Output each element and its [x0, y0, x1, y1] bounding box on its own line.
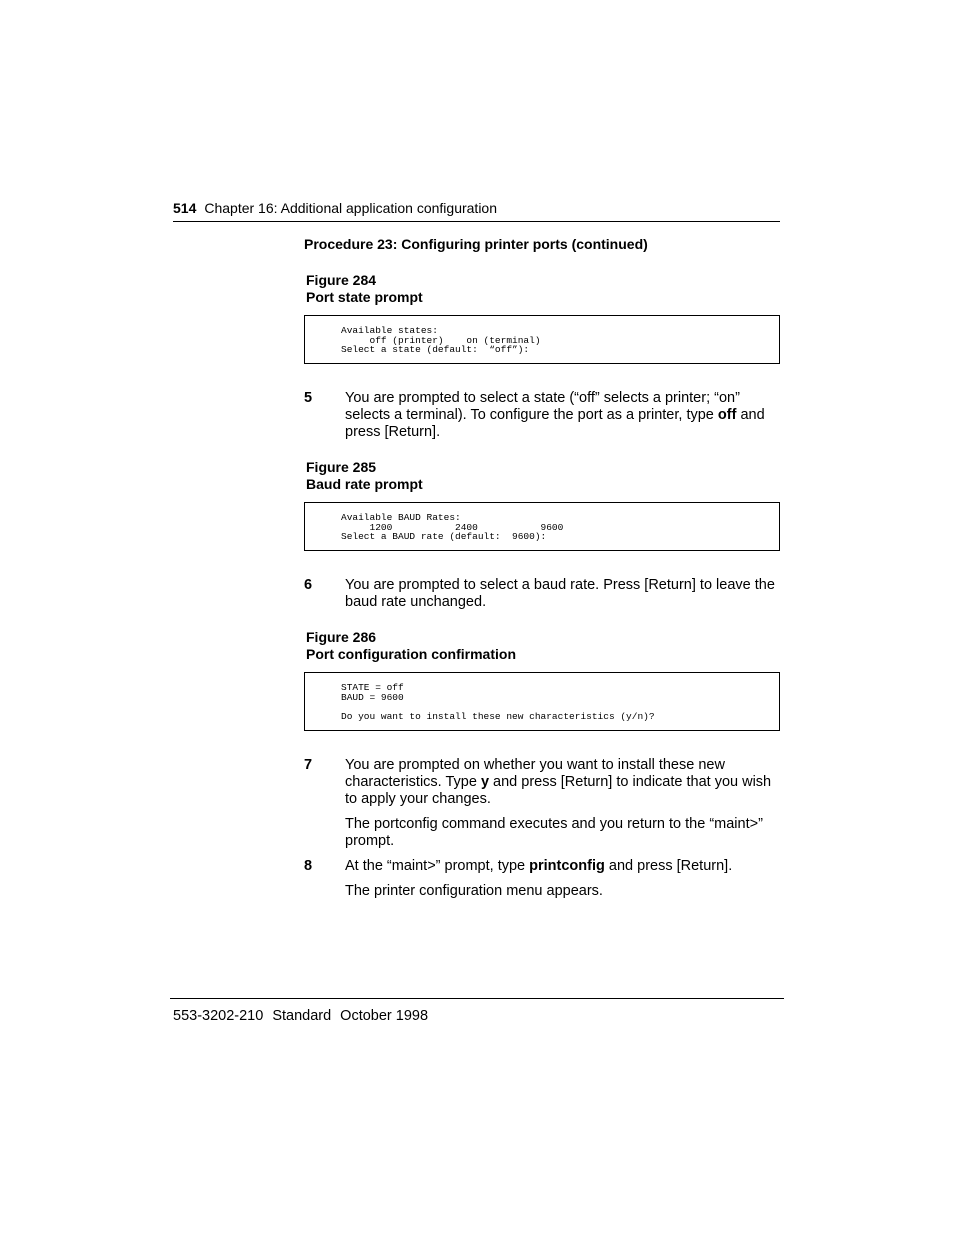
step-text-part: You are prompted on whether you want to install these new characteristics. Type [345, 757, 725, 791]
figure-label: Figure 284 [306, 272, 377, 288]
figure-label: Figure 285 [306, 459, 377, 475]
step-text-part: At the “maint>” prompt, type [345, 858, 530, 874]
step-text-part: You are prompted to select a state (“off” selects a printer; “on” selects a terminal). To configure the port as a printer, type [345, 390, 740, 424]
code-box [304, 672, 780, 731]
figure-label: Figure 286 [306, 629, 377, 645]
step-text [345, 577, 775, 611]
procedure-title: Procedure 23: Configuring printer ports (continued) [304, 236, 648, 252]
step-text-part: You are prompted to select a baud rate. Press [Return] to leave the baud rate unchanged. [345, 577, 775, 611]
footer-rule [170, 998, 784, 999]
figure-caption: Port state prompt [306, 289, 423, 305]
header-rule [173, 221, 780, 222]
doc-date: October 1998 [340, 1008, 429, 1024]
step-number: 7 [304, 757, 313, 773]
step-followup-text: The printer configuration menu appears. [345, 883, 603, 899]
code-text: Available BAUD Rates: 1200 2400 9600 Select a BAUD rate (default: 9600): [341, 512, 564, 543]
step-followup [345, 816, 775, 850]
step-text-part: and press [Return]. [604, 858, 733, 874]
step-command: y [480, 774, 490, 791]
code-box [304, 502, 780, 551]
page-footer [173, 1008, 437, 1024]
step-number: 6 [304, 577, 313, 593]
page-number: 514 [173, 200, 197, 216]
doc-status: Standard [272, 1008, 332, 1024]
chapter-title: Chapter 16: Additional application configuration [204, 200, 498, 216]
step-text-part: and press [Return]. [345, 407, 765, 441]
code-box [304, 315, 780, 364]
step-command: printconfig [529, 858, 605, 874]
figure-caption: Baud rate prompt [306, 476, 423, 492]
step-text [345, 858, 775, 875]
step-number: 8 [304, 858, 313, 874]
figure-caption: Port configuration confirmation [306, 646, 516, 662]
running-header [173, 200, 497, 216]
step-followup [345, 883, 775, 900]
code-text: Available states: off (printer) on (terminal) Select a state (default: “off”): [341, 325, 541, 356]
step-number: 5 [304, 390, 313, 406]
code-text: STATE = off BAUD = 9600 Do you want to install these new characteristics (y/n)? [341, 682, 655, 722]
step-followup-text: The portconfig command executes and you return to the “maint>” prompt. [345, 816, 763, 850]
step-text [345, 390, 775, 442]
step-text-part: and press [Return] to indicate that you wish to apply your changes. [345, 774, 772, 808]
doc-number: 553-3202-210 [173, 1008, 264, 1024]
step-command: off [717, 407, 737, 424]
step-text [345, 757, 775, 809]
